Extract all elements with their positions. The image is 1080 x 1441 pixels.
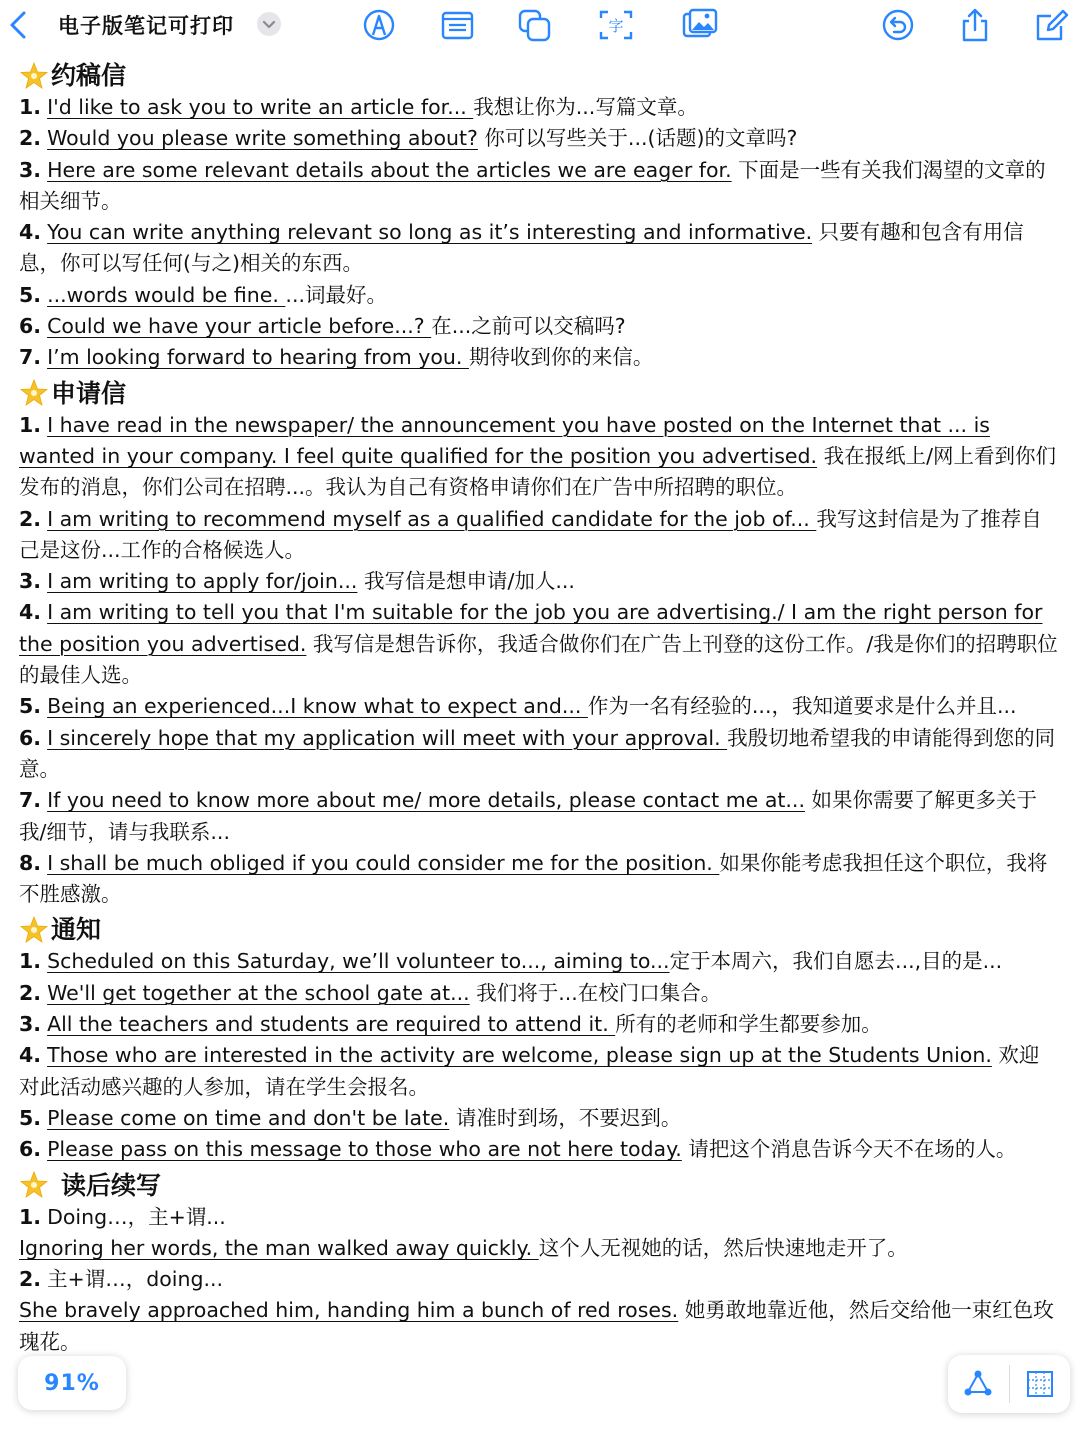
section-heading	[19, 377, 1059, 410]
chinese-translation: 你可以写些关于...(话题)的文章吗?	[477, 126, 798, 151]
english-phrase: I'd like to ask you to write an article for...	[47, 95, 474, 119]
section-heading-text: 申请信	[51, 378, 127, 408]
english-phrase: I am writing to tell you that I'm suitable for the job you are advertising./ I am the right person for the position you advertised.	[19, 600, 1043, 656]
list-item	[19, 848, 1059, 911]
item-number: 7.	[19, 345, 42, 370]
english-phrase: Please pass on this message to those who are not here today.	[47, 1137, 682, 1162]
item-number: 1.	[19, 949, 42, 974]
list-item	[19, 342, 1059, 373]
list-item	[19, 1233, 1059, 1264]
chinese-translation: 只要有趣和包含有用信息，你可以写任何(与之)相关的东西。	[19, 220, 1024, 276]
list-item	[19, 978, 1059, 1009]
item-number: 2.	[19, 1267, 42, 1292]
english-phrase: I am writing to recommend myself as a qualified candidate for the job of...	[47, 506, 817, 531]
grid-icon[interactable]	[1024, 1368, 1056, 1400]
svg-text:字: 字	[608, 17, 624, 35]
section-heading-text: 约稿信	[51, 61, 127, 90]
chinese-translation: 我殷切地希望我的申请能得到您的同意。	[19, 725, 1056, 781]
list-item	[19, 217, 1059, 280]
chinese-translation: 下面是一些有关我们渴望的文章的相关细节。	[19, 157, 1046, 213]
list-item	[19, 1009, 1059, 1040]
chinese-translation: 我写信是想申请/加人...	[357, 569, 575, 594]
item-number: 5.	[19, 282, 42, 307]
tool-divider	[1009, 1365, 1010, 1403]
item-number: 1.	[19, 1204, 42, 1229]
item-number: 3.	[19, 1012, 42, 1037]
item-number: 2.	[19, 126, 42, 151]
item-number: 3.	[19, 157, 42, 182]
section-heading-text: 通知	[51, 915, 102, 945]
english-phrase: I’m looking forward to hearing from you.	[47, 345, 469, 370]
star-icon	[19, 61, 49, 91]
english-phrase: We'll get together at the school gate at...	[47, 980, 470, 1005]
chinese-translation: Doing…，主+谓...	[47, 1204, 226, 1229]
chinese-translation: 欢迎对此活动感兴趣的人参加，请在学生会报名。	[19, 1043, 1040, 1099]
item-number: 5.	[19, 694, 42, 719]
list-item	[19, 123, 1059, 154]
chinese-translation: 作为一名有经验的...，我知道要求是什么并且...	[587, 694, 1017, 719]
item-number: 8.	[19, 850, 42, 875]
chinese-translation: 主+谓…，doing...	[47, 1267, 224, 1292]
english-phrase: Scheduled on this Saturday, we’ll volunteer to..., aiming to...	[47, 949, 670, 974]
chinese-translation: 她勇敢地靠近他，然后交给他一束红色玫瑰花。	[19, 1298, 1054, 1354]
chinese-translation: 如果你需要了解更多关于我/细节，请与我联系...	[19, 788, 1037, 844]
text-recognition-icon[interactable]	[598, 8, 634, 42]
chinese-translation: 期待收到你的来信。	[468, 345, 654, 370]
bottom-tool-panel	[948, 1355, 1070, 1413]
section-heading-text: 读后续写	[61, 1170, 162, 1200]
chinese-translation: 所有的老师和学生都要参加。	[615, 1012, 882, 1037]
star-icon	[19, 378, 49, 408]
chinese-translation: 请准时到场，不要迟到。	[449, 1105, 682, 1130]
list-item	[19, 723, 1059, 786]
list-item	[19, 410, 1059, 504]
english-phrase: Ignoring her words, the man walked away quickly.	[19, 1235, 539, 1260]
chinese-translation: 这个人无视她的话，然后快速地走开了。	[538, 1235, 908, 1260]
star-icon	[19, 1170, 49, 1200]
list-item	[19, 1040, 1059, 1103]
list-item	[19, 280, 1059, 311]
list-item	[19, 311, 1059, 342]
item-number: 7.	[19, 788, 42, 813]
edit-icon[interactable]	[1034, 8, 1070, 42]
chinese-translation: 在...之前可以交稿吗?	[431, 314, 626, 339]
item-number: 2.	[19, 506, 42, 531]
pen-icon[interactable]	[362, 8, 398, 42]
list-item	[19, 566, 1059, 597]
copy-icon[interactable]	[517, 8, 553, 42]
notes-icon[interactable]	[440, 8, 476, 42]
item-number: 3.	[19, 569, 42, 594]
english-phrase: Here are some relevant details about the articles we are eager for.	[47, 157, 732, 182]
item-number: 4.	[19, 220, 42, 245]
section-heading	[19, 913, 1059, 946]
chinese-translation: 如果你能考虑我担任这个职位，我将不胜感激。	[19, 850, 1048, 907]
image-icon[interactable]	[682, 8, 718, 42]
list-item	[19, 1103, 1059, 1134]
list-item	[19, 597, 1059, 691]
undo-icon[interactable]	[880, 8, 916, 42]
item-number: 5.	[19, 1105, 42, 1130]
chinese-translation: 我们将于...在校门口集合。	[469, 980, 722, 1005]
zoom-indicator[interactable]: 91%	[18, 1356, 126, 1410]
star-icon	[19, 915, 49, 945]
chinese-translation: ...词最好。	[285, 282, 387, 307]
english-phrase: Being an experienced...I know what to expect and...	[47, 694, 588, 719]
chinese-translation: 我在报纸上/网上看到你们发布的消息，你们公司在招聘...。我认为自己有资格申请你们在广告中所招聘的职位。	[19, 443, 1057, 500]
list-item	[19, 946, 1059, 977]
section-heading	[19, 59, 1059, 92]
chinese-translation: 我写信是想告诉你，我适合做你们在广告上刊登的这份工作。/我是你们的招聘职位的最佳人选。	[19, 631, 1058, 688]
english-phrase: I have read in the newspaper/ the announcement you have posted on the Internet that ... is wanted in your company. I feel quite qualified for the position you advertised.	[19, 412, 990, 468]
english-phrase: ...words would be fine.	[47, 282, 286, 307]
list-item	[19, 691, 1059, 722]
list-item	[19, 155, 1059, 218]
note-content	[19, 56, 1059, 1358]
item-number: 1.	[19, 95, 42, 119]
item-number: 6.	[19, 314, 42, 339]
chinese-translation: 请把这个消息告诉今天不在场的人。	[681, 1137, 1017, 1162]
english-phrase: You can write anything relevant so long as it’s interesting and informative.	[47, 220, 813, 245]
english-phrase: All the teachers and students are required to attend it.	[47, 1012, 616, 1037]
section-heading	[19, 1169, 1059, 1202]
chevron-down-icon[interactable]	[257, 12, 281, 36]
english-phrase: Those who are interested in the activity are welcome, please sign up at the Students Union.	[47, 1043, 992, 1068]
chinese-translation: 我写这封信是为了推荐自己是这份...工作的合格候选人。	[19, 506, 1042, 562]
chinese-translation: 定于本周六，我们自愿去...,目的是...	[669, 949, 1003, 974]
item-number: 1.	[19, 412, 42, 437]
item-number: 2.	[19, 980, 42, 1005]
english-phrase: I sincerely hope that my application will meet with your approval.	[47, 725, 728, 750]
english-phrase: Could we have your article before...?	[47, 314, 432, 339]
list-item	[19, 1264, 1059, 1295]
item-number: 4.	[19, 600, 42, 625]
english-phrase: She bravely approached him, handing him a bunch of red roses.	[19, 1298, 679, 1323]
list-item	[19, 785, 1059, 848]
item-number: 6.	[19, 725, 42, 750]
english-phrase: Would you please write something about?	[47, 126, 478, 151]
list-item	[19, 1202, 1059, 1233]
list-item	[19, 92, 1059, 123]
english-phrase: I am writing to apply for/join...	[47, 569, 358, 594]
item-number: 6.	[19, 1137, 42, 1162]
shapes-icon[interactable]	[962, 1368, 994, 1400]
list-item	[19, 1134, 1059, 1165]
english-phrase: I shall be much obliged if you could consider me for the position.	[47, 850, 720, 875]
chinese-translation: 我想让你为...写篇文章。	[473, 95, 698, 119]
english-phrase: If you need to know more about me/ more details, please contact me at...	[47, 788, 805, 813]
share-icon[interactable]	[957, 8, 993, 42]
back-icon[interactable]	[4, 8, 32, 42]
top-toolbar	[0, 0, 1080, 52]
english-phrase: Please come on time and don't be late.	[47, 1105, 450, 1130]
list-item	[19, 504, 1059, 567]
document-title[interactable]: 电子版笔记可打印	[58, 14, 234, 38]
item-number: 4.	[19, 1043, 42, 1068]
list-item	[19, 1295, 1059, 1358]
